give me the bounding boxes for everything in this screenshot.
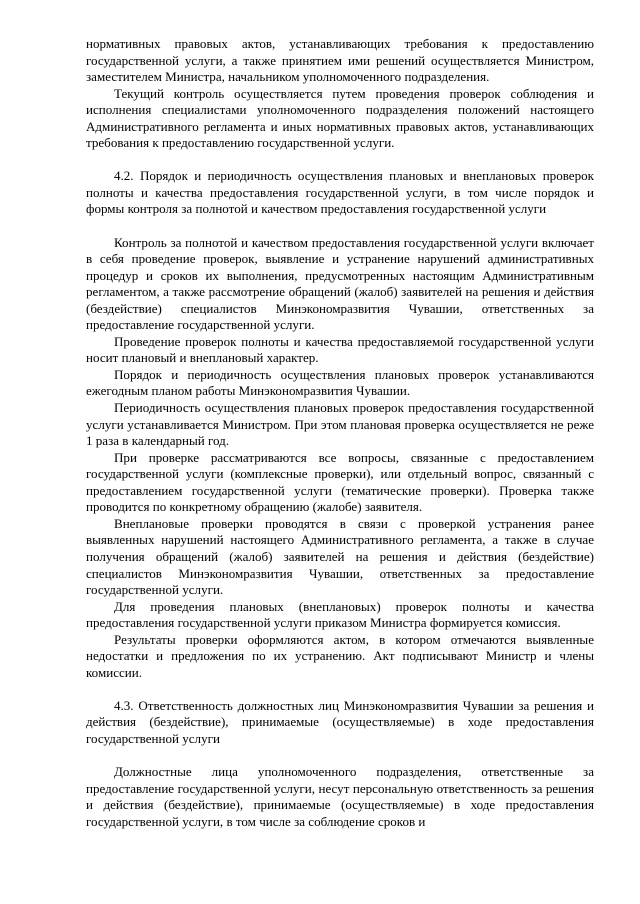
document-page xyxy=(86,36,594,830)
paragraph-responsibility: Должностные лица уполномоченного подразделения, ответственные за предоставление государственной услуги, несут персональную ответственность за решения и действия (бездействие), принимаемые (осуществляемые) в ходе предоставления государственной услуги, в том числе за соблюдение сроков и xyxy=(86,764,594,829)
spacer xyxy=(86,748,594,765)
section-heading-4-2: 4.2. Порядок и периодичность осуществления плановых и внеплановых проверок полноты и качества предоставления государственной услуги, в том числе порядок и формы контроля за полнотой и качеством предоставления государственной услуги xyxy=(86,168,594,217)
paragraph-plan-order: Порядок и периодичность осуществления плановых проверок устанавливаются ежегодным планом работы Минэкономразвития Чувашии. xyxy=(86,366,594,399)
paragraph-periodicity: Периодичность осуществления плановых проверок предоставления государственной услуги устанавливается Министром. При этом плановая проверка осуществляется не реже 1 раза в календарный год. xyxy=(86,400,594,449)
paragraph-commission: Для проведения плановых (внеплановых) проверок полноты и качества предоставления государственной услуги приказом Министра формируется комиссия. xyxy=(86,598,594,631)
section-heading-4-3: 4.3. Ответственность должностных лиц Минэкономразвития Чувашии за решения и действия (бездействие), принимаемые (осуществляемые) в ходе предоставления государственной услуги xyxy=(86,697,594,746)
paragraph-current-control: Текущий контроль осуществляется путем проведения проверок соблюдения и исполнения специалистами уполномоченного подразделения положений настоящего Административного регламента и иных нормативных правовых актов, устанавливающих требования к предоставлению государственной услуги. xyxy=(86,85,594,151)
paragraph-control-scope: Контроль за полнотой и качеством предоставления государственной услуги включает в себя проведение проверок, выявление и устранение нарушений административных процедур и сроков их выполнения, предусмотренных настоящим Административным регламентом, а также рассмотрение обращений (жалоб) заявителей на решения и действия (бездействие) специалистов Минэкономразвития Чувашии, ответственных за предоставление государственной услуги. xyxy=(86,234,594,333)
paragraph-continuation: нормативных правовых актов, устанавливающих требования к предоставлению государственной услуги, а также принятием ими решений осуществляется Министром, заместителем Министра, начальником уполномоченного подразделения. xyxy=(86,36,594,85)
paragraph-check-questions: При проверке рассматриваются все вопросы, связанные с предоставлением государственной услуги (комплексные проверки), или отдельный вопрос, связанный с предоставлением государственной услуги (тематические проверки). Проверка также проводится по конкретному обращению (жалобе) заявителя. xyxy=(86,449,594,515)
spacer xyxy=(86,681,594,698)
paragraph-results: Результаты проверки оформляются актом, в котором отмечаются выявленные недостатки и предложения по их устранению. Акт подписывают Министр и члены комиссии. xyxy=(86,631,594,680)
spacer xyxy=(86,218,594,235)
spacer xyxy=(86,152,594,169)
paragraph-check-types: Проведение проверок полноты и качества предоставляемой государственной услуги носит плановый и внеплановый характер. xyxy=(86,333,594,366)
paragraph-unplanned-checks: Внеплановые проверки проводятся в связи с проверкой устранения ранее выявленных нарушений настоящего Административного регламента, а также в случае получения обращений (жалоб) заявителей на решения и действия (бездействие) специалистов Минэкономразвития Чувашии, ответственных за предоставление государственной услуги. xyxy=(86,515,594,598)
